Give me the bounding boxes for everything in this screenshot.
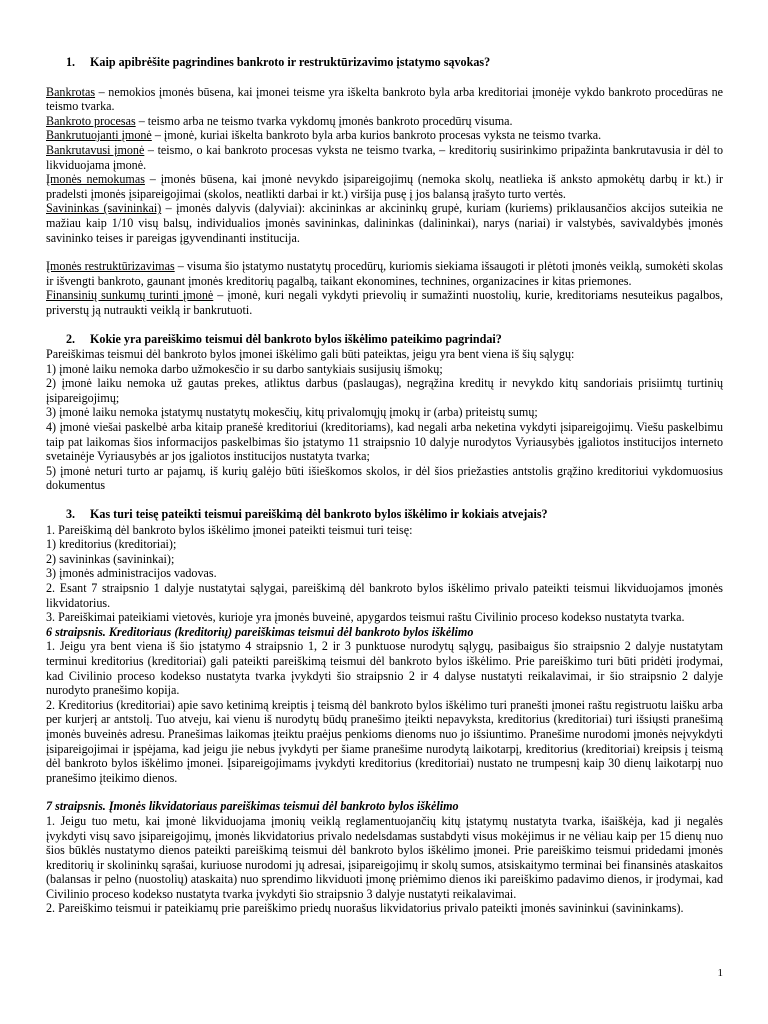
definition-term: Įmonės restruktūrizavimas — [46, 259, 175, 274]
article-7 — [46, 799, 723, 916]
document-body — [46, 55, 723, 916]
paragraph: Pareiškimas teismui dėl bankroto bylos įmonei iškėlimo gali būti pateiktas, jeigu yra bent viena iš šių sąlygų: — [46, 347, 575, 362]
definition — [46, 172, 723, 201]
definition-text: – visuma šio įstatymo nustatytų procedūrų, kuriomis siekiama išsaugoti ir plėtoti įmonės veiklą, sumokėti skolas ir išvengti bankroto, gaunant įmonės kreditorių pagalbą, taikant ekonomines, technines, organizacines ir kitas priemones. — [46, 259, 723, 288]
paragraph: 2. Pareiškimo teismui ir pateikiamų prie pareiškimo priedų nuorašus likvidatorius privalo pateikti įmonės savininkui (savininkams). — [46, 901, 684, 916]
question-2-body — [46, 347, 723, 493]
paragraph: 2. Kreditorius (kreditoriai) apie savo ketinimą kreiptis į teismą dėl bankroto bylos iškėlimo turi pranešti įmonei raštu registruotu laišku arba per kurjerį ar antstolį. Tuo atveju, kai vienu iš nurodytų būdų pranešimo įteikti nepavyksta, kreditorius (kreditoriai) turi išsiųsti pranešimą įmonės buveinės adresu. Pranešimas laikomas įteiktu praėjus penkioms dienoms nuo jo išsiuntimo. Pranešime nurodomi įmonės neįvykdyti įsipareigojimai ir įspėjama, kad jeigu jie nebus įvykdyti per šiame pranešime nurodytą laikotarpį, kreditorius (kreditoriai) kreipsis į teismą dėl bankroto bylos iškėlimo įmonei. Įsipareigojimams įvykdyti kreditorius (kreditoriai) nustato ne trumpesnį kaip 30 dienų laikotarpį nuo pranešimo įteikimo dienos. — [46, 697, 723, 785]
question-3-number: 3. — [66, 507, 76, 522]
page-number: 1 — [717, 967, 723, 979]
question-3-title: Kas turi teisę pateikti teismui pareiškimą dėl bankroto bylos iškėlimo ir kokiais atvejais? — [90, 507, 548, 522]
list-item: 3) įmonė laiku nemoka įstatymų nustatytų mokesčių, kitų privalomųjų įmokų ir (arba) priteistų sumų; — [46, 405, 538, 420]
definition-term: Bankrutuojanti įmonė — [46, 128, 152, 143]
definition-text: – įmonė, kuri negali vykdyti prievolių ir sumažinti nuostolių, kurie, kreditoriams nesuteikus pagalbos, priverstų ją nutraukti veiklą ir bankrutuoti. — [46, 288, 723, 317]
article-7-heading: 7 straipsnis. Įmonės likvidatoriaus pareiškimas teismui dėl bankroto bylos iškėlimo — [46, 799, 459, 814]
paragraph: 1. Pareiškimą dėl bankroto bylos iškėlimo įmonei pateikti teismui turi teisę: — [46, 522, 413, 537]
definition-term: Bankrutavusi įmonė — [46, 142, 145, 157]
definition — [46, 143, 723, 172]
question-2-number: 2. — [66, 331, 76, 346]
question-3-body — [46, 523, 723, 786]
paragraph: 1. Jeigu tuo metu, kai įmonė likviduojama įmonių veiklą reglamentuojančių kitų įstatymų nustatyta tvarka, išaiškėja, kad ji negalės įvykdyti visų savo įsipareigojimų, įmonės likvidatorius privalo nedelsdamas sustabdyti visus mokėjimus ir ne vėliau kaip per 15 dienų nuo šios būklės nustatymo dienos pateikti pareiškimą teismui dėl bankroto bylos iškėlimo įmonei. Prie pareiškimo teismui pridedami įmonės kreditorių ir skolininkų sąrašai, kuriuose nurodomi jų adresai, įsipareigojimų ir skolų sumos, atsiskaitymo terminai bei finansinės ataskaitos (balansas ir pelno (nuostolių) ataskaita) nuo sprendimo likviduoti įmonę priėmimo dienos iki pareiškimo padavimo dienos, ir įrodymai, kad Civilinio proceso kodekso nustatyta tvarka įvykdyti šio straipsnio 3 dalyje nustatyti reikalavimai. — [46, 813, 723, 901]
definition — [46, 128, 723, 143]
definition-text: – įmonė, kuriai iškelta bankroto byla arba kurios bankroto procesas vyksta ne teismo tvarka. — [151, 128, 602, 143]
question-3-heading — [66, 507, 723, 522]
list-item: 2) savininkas (savininkai); — [46, 551, 175, 566]
list-item: 3) įmonės administracijos vadovas. — [46, 566, 217, 581]
definitions-list-2 — [46, 259, 723, 317]
list-item: 2) įmonė laiku nemoka už gautas prekes, atliktus darbus (paslaugas), negrąžina kreditų ir nevykdo kitų sandoriais prisiimtų turtinių įsipareigojimų; — [46, 376, 723, 405]
definition-term: Bankrotas — [46, 84, 96, 99]
definition-text: – įmonės būsena, kai įmonė nevykdo įsipareigojimų (nemoka skolų, neatlieka iš anksto apmokėtų darbų ir kt.) ir pradelsti įmonės įsipareigojimai (skolos, neatlikti darbai ir kt.) viršija pusę į jos balansą įrašyto turto vertės. — [46, 172, 723, 201]
definition-text: – įmonės dalyvis (dalyviai): akcininkas ar akcininkų grupė, kuriam (kuriems) priklausančios akcijos suteikia ne mažiau kaip 1/10 visų balsų, individualios įmonės savininkas, dalininkas (dalininkai), narys (nariai) ir valstybės, savivaldybės įmonės savininko teises ir pareigas įgyvendinanti institucija. — [46, 201, 723, 245]
list-item: 5) įmonė neturi turto ar pajamų, iš kurių galėjo būti išieškomos skolos, ir dėl šios priežasties antstolis grąžino kreditoriui vykdomuosius dokumentus — [46, 463, 723, 493]
definition — [46, 288, 723, 317]
paragraph: 3. Pareiškimai pateikiami vietovės, kurioje yra įmonės buveinė, apygardos teismui raštu Civilinio proceso kodekso nustatyta tvarka. — [46, 610, 685, 625]
question-2-title: Kokie yra pareiškimo teismui dėl bankroto bylos iškėlimo pateikimo pagrindai? — [90, 331, 502, 346]
article-6-heading: 6 straipsnis. Kreditoriaus (kreditorių) pareiškimas teismui dėl bankroto bylos iškėlimo — [46, 624, 474, 639]
list-item: 1) kreditorius (kreditoriai); — [46, 537, 177, 552]
definition-term: Finansinių sunkumų turinti įmonė — [46, 288, 214, 303]
question-1-heading — [66, 55, 723, 70]
question-1-number: 1. — [66, 55, 76, 69]
list-item: 4) įmonė viešai paskelbė arba kitaip pranešė kreditoriui (kreditoriams), kad negali arba neketina vykdyti įsipareigojimų. Viešu paskelbimu taip pat laikomas šios informacijos paskelbimas šio įstatymo 11 straipsnio 10 dalyje nurodytos Vyriausybės įgaliotos institucijos interneto svetainėje Vyriausybės ar jos įgaliotos institucijos nustatyta tvarka; — [46, 420, 723, 464]
definition-text: – nemokios įmonės būsena, kai įmonei teisme yra iškelta bankroto byla arba kreditoriai įmonėje vykdo bankroto procedūras ne teismo tvarka. — [46, 84, 723, 114]
question-2-heading — [66, 332, 723, 347]
question-1-title: Kaip apibrėšite pagrindines bankroto ir restruktūrizavimo įstatymo sąvokas? — [90, 55, 491, 69]
definition — [46, 259, 723, 288]
definition — [46, 201, 723, 245]
list-item: 1) įmonė laiku nemoka darbo užmokesčio ir su darbo santykiais susijusių išmokų; — [46, 361, 443, 376]
paragraph: 2. Esant 7 straipsnio 1 dalyje nustatytai sąlygai, pareiškimą dėl bankroto bylos iškėlimo privalo pateikti teismui likviduojamos įmonės likvidatorius. — [46, 581, 723, 610]
definition-term: Bankroto procesas — [46, 113, 136, 128]
definition-term: Savininkas (savininkai) — [46, 201, 162, 216]
definition — [46, 85, 723, 114]
definition-text: – teismo, o kai bankroto procesas vyksta ne teismo tvarka, – kreditorių susirinkimo pripažinta bankrutavusia ir dėl to likviduojama įmonė. — [46, 142, 723, 172]
definition-term: Įmonės nemokumas — [46, 172, 145, 187]
definition — [46, 114, 723, 129]
paragraph: 1. Jeigu yra bent viena iš šio įstatymo 4 straipsnio 1, 2 ir 3 punktuose nurodytų sąlygų, pasibaigus šio straipsnio 2 dalyje nustatytam terminui kreditorius (kreditoriai) gali pateikti pareiškimą teismui dėl bankroto bylos iškėlimo. Prie pareiškimo turi būti pridėti įrodymai, kad Civilinio proceso kodekso nustatyta tvarka įvykdyti šio straipsnio 2 ir 4 dalyse nustatyti reikalavimai, ir šio straipsnio 2 dalyje nurodyto pranešimo kopija. — [46, 639, 723, 698]
definitions-list — [46, 85, 723, 246]
definition-text: – teismo arba ne teismo tvarka vykdomų įmonės bankroto procedūrų visuma. — [135, 113, 513, 128]
